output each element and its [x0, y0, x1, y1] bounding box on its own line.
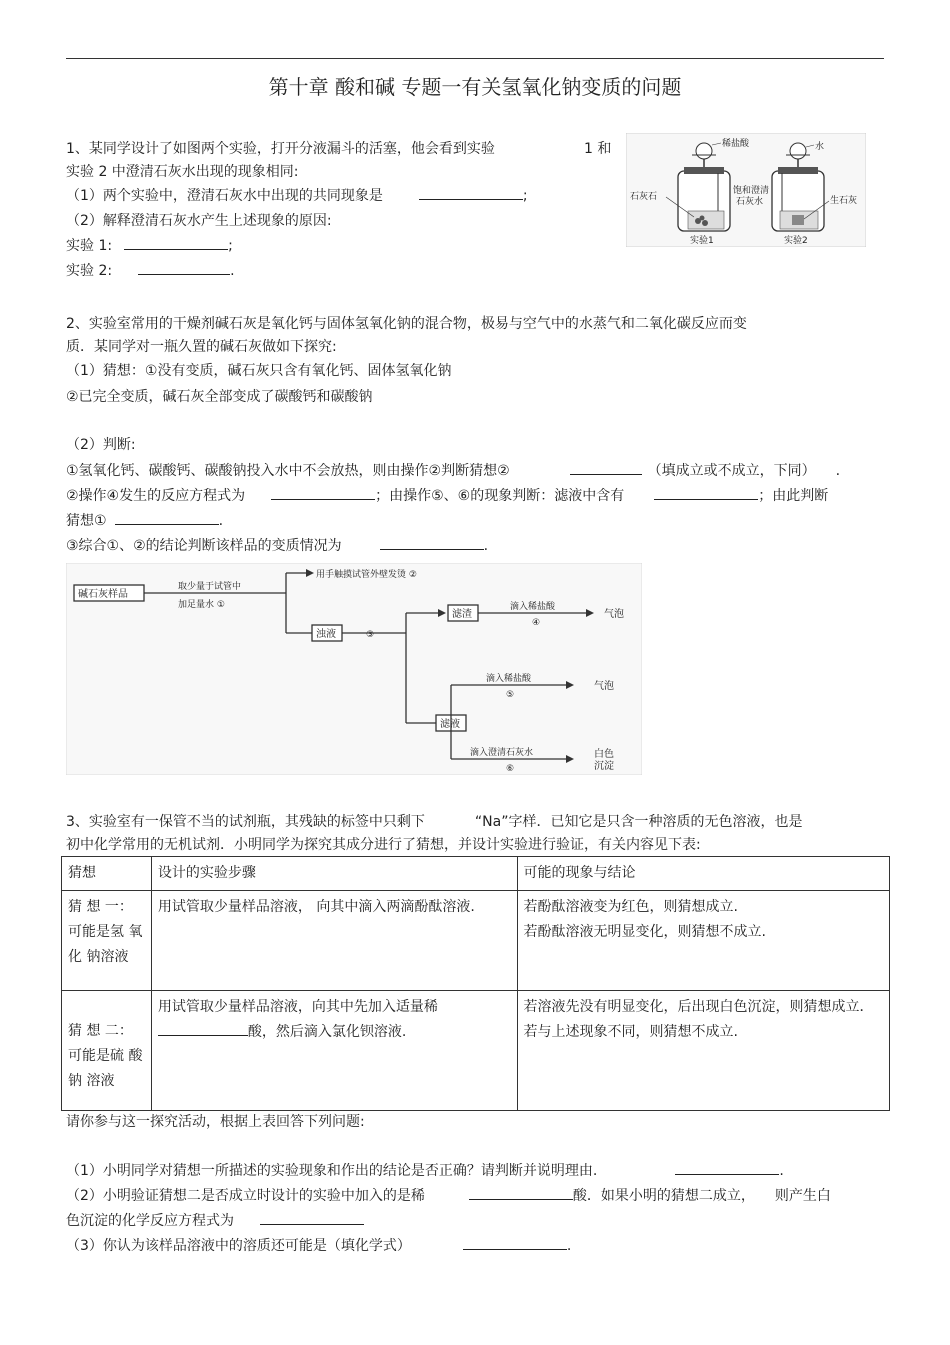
result-2: 若溶液先没有明显变化，后出现白色沉淀，则猜想成立．若与上述现象不同，则猜想不成立.	[517, 991, 890, 1111]
label-limewater: 饱和澄清	[733, 186, 770, 196]
answer-blank[interactable]	[570, 462, 642, 475]
answer-blank[interactable]	[115, 512, 219, 525]
flow-touch: 用手触摸试管外壁发烫 ②	[316, 570, 417, 580]
q1-line1-end: 1 和	[584, 141, 612, 157]
top-rule	[66, 58, 884, 59]
q1-line2: 实验 2 中澄清石灰水出现的现象相同:	[66, 164, 299, 180]
flow-filtrate: 滤液	[440, 719, 460, 730]
answer-blank[interactable]	[469, 1187, 573, 1200]
q2-flowchart	[66, 563, 642, 775]
q2-line8: 猜想① .	[66, 513, 224, 529]
q3-after: 请你参与这一探究活动，根据上表回答下列问题:	[66, 1114, 365, 1130]
answer-blank[interactable]	[675, 1162, 779, 1175]
label-water: 水	[815, 142, 825, 152]
flow-turbid: 浊液	[316, 629, 336, 640]
flow-lime6: 滴入澄清石灰水	[470, 748, 534, 758]
flow-acid5: 滴入稀盐酸	[486, 674, 532, 684]
q1-line3: （1）两个实验中，澄清石灰水中出现的共同现象是 ;	[66, 188, 528, 204]
q1-apparatus-figure	[626, 133, 866, 247]
q3-answer2: （2）小明验证猜想二是否成立时设计的实验中加入的是稀 酸．如果小明的猜想二成立， 则产生白	[66, 1188, 831, 1204]
flow-op3: ③	[366, 630, 375, 640]
q1-line6: 实验 2: .	[66, 263, 235, 279]
q1-line1: 1、某同学设计了如图两个实验，打开分液漏斗的活塞，他会看到实验	[66, 141, 495, 157]
label-exp1: 实验1	[690, 236, 714, 246]
steps-2: 用试管取少量样品溶液，向其中先加入适量稀 酸，然后滴入氯化钡溶液.	[151, 991, 517, 1111]
q3-answer3: （3）你认为该样品溶液中的溶质还可能是（填化学式） .	[66, 1238, 572, 1254]
flow-op6: ⑥	[506, 764, 515, 774]
flow-acid4: 滴入稀盐酸	[510, 602, 556, 612]
flow-bubble2: 气泡	[594, 681, 614, 692]
label-quicklime: 生石灰	[830, 196, 858, 206]
steps-1: 用试管取少量样品溶液， 向其中滴入两滴酚酞溶液.	[151, 891, 517, 991]
q2-line1: 2、实验室常用的干燥剂碱石灰是氧化钙与固体氢氧化钠的混合物，极易与空气中的水蒸气和二氧化碳反应而变	[66, 316, 747, 332]
q3-answer2-cont: 色沉淀的化学反应方程式为	[66, 1212, 364, 1230]
q3-table	[61, 856, 890, 1111]
table-row	[62, 891, 890, 991]
answer-blank[interactable]	[271, 487, 375, 500]
flow-residue: 滤渣	[452, 609, 472, 620]
guess-2: 猜 想 二：可能是硫 酸 钠 溶液	[62, 991, 152, 1111]
label-exp2: 实验2	[784, 236, 808, 246]
answer-blank[interactable]	[419, 187, 523, 200]
table-header: 设计的实验步骤	[151, 857, 517, 891]
flow-op5: ⑤	[506, 690, 515, 700]
q3-line2: 初中化学常用的无机试剂．小明同学为探究其成分进行了猜想，并设计实验进行验证，有关内容见下表:	[66, 837, 701, 853]
flow-white2: 沉淀	[594, 761, 614, 772]
page-title: 第十章 酸和碱 专题一有关氢氧化钠变质的问题	[268, 75, 682, 99]
label-acid: 稀盐酸	[722, 139, 750, 149]
label-limestone: 石灰石	[630, 192, 658, 202]
q2-line7: ②操作④发生的反应方程式为 ；由操作⑤、⑥的现象判断：滤液中含有 ；由此判断	[66, 488, 829, 504]
q2-line2: 质．某同学对一瓶久置的碱石灰做如下探究:	[66, 339, 337, 355]
flow-op4: ④	[532, 618, 541, 628]
q1-line4: （2）解释澄清石灰水产生上述现象的原因:	[66, 213, 332, 229]
flow-bubble1: 气泡	[604, 609, 624, 620]
answer-blank[interactable]	[124, 237, 228, 250]
answer-blank[interactable]	[654, 487, 758, 500]
result-1: 若酚酞溶液变为红色，则猜想成立. 若酚酞溶液无明显变化，则猜想不成立.	[517, 891, 890, 991]
answer-blank[interactable]	[158, 1023, 248, 1036]
q3-answer1: （1）小明同学对猜想一所描述的实验现象和作出的结论是否正确？请判断并说明理由. .	[66, 1163, 784, 1179]
q3-line1: 3、实验室有一保管不当的试剂瓶，其残缺的标签中只剩下 “Na”字样．已知它是只含一种溶质的无色溶液，也是	[66, 814, 803, 830]
flow-white1: 白色	[594, 749, 614, 760]
flow-step1a: 取少量于试管中	[178, 582, 242, 592]
flow-step1b: 加足量水 ①	[178, 600, 225, 610]
q1-line5: 实验 1: ;	[66, 238, 233, 254]
q2-line6: ①氢氧化钙、碳酸钙、碳酸钠投入水中不会放热，则由操作②判断猜想② （填成立或不成立，下同） .	[66, 463, 841, 479]
q2-line9: ③综合①、②的结论判断该样品的变质情况为 .	[66, 538, 489, 554]
answer-blank[interactable]	[463, 1237, 567, 1250]
q2-line4: ②已完全变质，碱石灰全部变成了碳酸钙和碳酸钠	[66, 389, 373, 405]
table-header: 可能的现象与结论	[517, 857, 890, 891]
table-row	[62, 991, 890, 1111]
table-header-row	[62, 857, 890, 891]
label-limewater-2: 石灰水	[736, 197, 764, 207]
table-header: 猜想	[62, 857, 152, 891]
guess-1: 猜 想 一：可能是氢 氧 化 钠溶液	[62, 891, 152, 991]
flow-sample: 碱石灰样品	[78, 589, 128, 600]
answer-blank[interactable]	[260, 1212, 364, 1225]
answer-blank[interactable]	[138, 262, 230, 275]
answer-blank[interactable]	[380, 537, 484, 550]
q2-line5: （2）判断:	[66, 437, 136, 453]
q2-line3: （1）猜想：①没有变质，碱石灰只含有氧化钙、固体氢氧化钠	[66, 363, 452, 379]
